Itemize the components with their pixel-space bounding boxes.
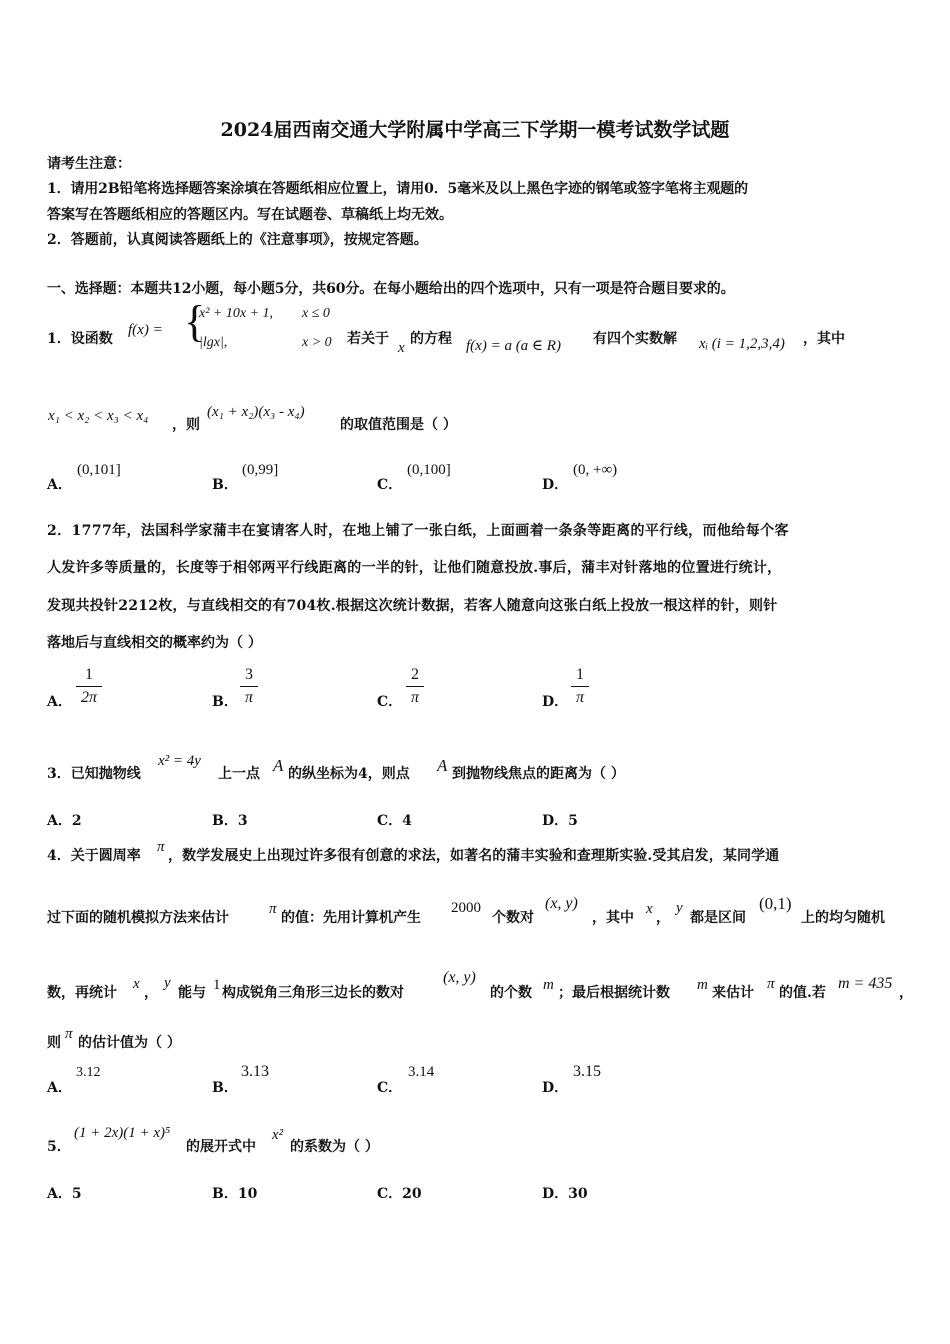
q4-var-y-1: y	[676, 900, 683, 916]
q4-text-10: 能与	[178, 985, 206, 1001]
q3-option-d[interactable]: D．5	[542, 813, 578, 829]
q4-text-2: ，数学发展史上出现过许多很有创意的求法，如著名的蒲丰实验和查理斯实验.受其启发，某同学通	[168, 848, 780, 864]
q2-option-c-denominator: π	[410, 689, 419, 706]
q4-comma-2: ，	[144, 985, 158, 1001]
q4-pair-2: (x, y)	[443, 969, 476, 986]
q3-equation: x² = 4y	[158, 753, 201, 769]
fraction-bar	[571, 686, 589, 687]
q2-option-c-label[interactable]: C．	[377, 694, 403, 710]
q2-option-a-denominator: 2π	[80, 689, 97, 706]
q5-option-c[interactable]: C．20	[377, 1186, 422, 1202]
page-title: 2024届西南交通大学附属中学高三下学期一模考试数学试题	[220, 119, 730, 141]
q5-text-1: 的展开式中	[186, 1139, 256, 1155]
q1-option-a-label[interactable]: A．	[47, 477, 72, 493]
q2-option-a-label[interactable]: A．	[47, 694, 72, 710]
q4-var-x-2: x	[133, 976, 140, 992]
q4-option-d-value[interactable]: 3.15	[573, 1063, 601, 1080]
q2-line-1: 2．1777年，法国科学家蒲丰在宴请客人时，在地上铺了一张白纸，上面画着一条条等距离的平行线，而他给每个客	[47, 523, 789, 539]
q3-point-a: A	[273, 756, 284, 775]
q5-expression: (1 + 2x)(1 + x)⁵	[74, 1125, 171, 1141]
q4-text-3: 过下面的随机模拟方法来估计	[47, 910, 229, 926]
q1-text-1: 若关于	[347, 331, 389, 347]
q4-count: 2000	[451, 900, 481, 916]
q4-text-16: ，	[899, 985, 913, 1001]
q5-option-a[interactable]: A．5	[47, 1186, 82, 1202]
q4-var-m-1: m	[543, 977, 554, 993]
q4-var-x-1: x	[646, 901, 653, 917]
q1-brace: {	[184, 297, 206, 346]
q4-text-7: 都是区间	[690, 910, 746, 926]
q4-interval: (0,1)	[759, 894, 792, 913]
q4-text-5: 个数对	[492, 910, 534, 926]
q1-text-5: ，则	[172, 417, 200, 433]
q2-option-d-denominator: π	[575, 689, 584, 706]
fraction-bar	[240, 686, 258, 687]
q5-option-d[interactable]: D．30	[542, 1186, 588, 1202]
q2-option-c-numerator: 2	[411, 666, 419, 683]
q4-option-b-label[interactable]: B．	[212, 1080, 238, 1096]
q4-text-1: 4．关于圆周率	[47, 848, 141, 864]
q4-option-c-value[interactable]: 3.14	[408, 1064, 435, 1080]
q4-option-b-value[interactable]: 3.13	[241, 1063, 269, 1080]
q2-option-c-fraction[interactable]	[406, 666, 424, 707]
q4-option-a-value[interactable]: 3.12	[76, 1065, 101, 1080]
q4-option-d-label[interactable]: D．	[542, 1080, 569, 1096]
q4-text-4: 的值：先用计算机产生	[281, 910, 421, 926]
q1-text-3: 有四个实数解	[593, 331, 677, 347]
q2-option-b-denominator: π	[244, 689, 253, 706]
q4-option-a-label[interactable]: A．	[47, 1080, 72, 1096]
q3-option-b[interactable]: B．3	[212, 813, 248, 829]
q1-var-x: x	[398, 340, 405, 356]
q1-solutions: xᵢ (i = 1,2,3,4)	[699, 336, 785, 352]
q4-pi-4: π	[65, 1026, 73, 1042]
q3-text-2: 上一点	[218, 766, 260, 782]
q3-option-a[interactable]: A．2	[47, 813, 82, 829]
q2-option-b-label[interactable]: B．	[212, 694, 238, 710]
q1-text-6: 的取值范围是（ ）	[340, 417, 457, 433]
q1-option-a-value[interactable]: (0,101]	[77, 462, 121, 478]
q4-option-c-label[interactable]: C．	[377, 1080, 403, 1096]
q2-line-2: 人发许多等质量的，长度等于相邻两平行线距离的一半的针，让他们随意投放.事后，蒲丰对针落地的位置进行统计，	[47, 560, 782, 576]
q5-x-squared: x²	[272, 1127, 284, 1143]
q4-pi-2: π	[269, 901, 277, 917]
fraction-bar	[76, 686, 102, 687]
q4-text-6: ，其中	[592, 910, 634, 926]
q1-option-c-value[interactable]: (0,100]	[407, 462, 451, 478]
q3-text-4: 到抛物线焦点的距离为（ ）	[452, 766, 625, 782]
q1-function: f(x) =	[128, 322, 163, 338]
notice-line-1: 1．请用2B铅笔将选择题答案涂填在答题纸相应位置上，请用0．5毫米及以上黑色字迹的钢笔或签字笔将主观题的	[47, 181, 748, 197]
q1-option-b-value[interactable]: (0,99]	[242, 462, 279, 478]
q4-text-15: 的值.若	[779, 985, 826, 1001]
q3-point-a-2: A	[437, 756, 448, 775]
q4-var-m-2: m	[697, 977, 708, 993]
q2-option-b-numerator: 3	[245, 666, 253, 683]
q4-text-18: 的估计值为（ ）	[78, 1035, 181, 1051]
q2-line-3: 发现共投针2212枚，与直线相交的有704枚.根据这次统计数据，若客人随意向这张白纸上投放一根这样的针，则针	[47, 598, 778, 614]
notice-line-3: 2．答题前，认真阅读答题纸上的《注意事项》，按规定答题。	[47, 232, 428, 248]
q1-cond-2: x > 0	[302, 335, 332, 350]
q1-case-1: x² + 10x + 1,	[199, 306, 274, 321]
q3-option-c[interactable]: C．4	[377, 813, 412, 829]
q1-cond-1: x ≤ 0	[302, 306, 330, 321]
q4-text-9: 数，再统计	[47, 985, 117, 1001]
q1-case-2: |lgx|,	[199, 335, 228, 350]
q1-equation: f(x) = a (a ∈ R)	[466, 338, 561, 354]
q2-option-b-fraction[interactable]	[240, 666, 258, 707]
q2-option-d-numerator: 1	[576, 666, 584, 683]
q2-option-a-numerator: 1	[85, 666, 93, 683]
q4-one: 1	[213, 977, 221, 993]
q2-option-a-fraction[interactable]	[76, 666, 102, 707]
q1-order: x₁ < x₂ < x₃ < x₄	[48, 408, 149, 424]
q4-text-14: 来估计	[712, 985, 754, 1001]
q4-text-13: ；最后根据统计数	[558, 985, 670, 1001]
q4-text-12: 的个数	[490, 985, 532, 1001]
q4-pair-1: (x, y)	[545, 895, 578, 912]
q5-option-b[interactable]: B．10	[212, 1186, 258, 1202]
q1-option-d-value[interactable]: (0, +∞)	[573, 462, 618, 478]
q4-text-11: 构成锐角三角形三边长的数对	[222, 985, 404, 1001]
q3-text-1: 3．已知抛物线	[47, 766, 141, 782]
q4-comma-1: ，	[656, 910, 670, 926]
q1-option-d-label[interactable]: D．	[542, 477, 569, 493]
q3-text-3: 的纵坐标为4，则点	[288, 766, 410, 782]
q1-expression: (x₁ + x₂)(x₃ - x₄)	[207, 404, 305, 420]
q1-option-c-label[interactable]: C．	[377, 477, 403, 493]
q4-m-value: m = 435	[838, 975, 893, 992]
q2-option-d-label[interactable]: D．	[542, 694, 569, 710]
q5-number: 5．	[47, 1139, 71, 1155]
q4-text-17: 则	[47, 1035, 61, 1051]
q4-pi-3: π	[767, 976, 775, 992]
q4-text-8: 上的均匀随机	[801, 910, 885, 926]
q1-option-b-label[interactable]: B．	[212, 477, 238, 493]
section-heading: 一、选择题：本题共12小题，每小题5分，共60分。在每小题给出的四个选项中，只有一项是符合题目要求的。	[47, 281, 735, 297]
q1-text-2: 的方程	[410, 331, 452, 347]
q1-text-4: ，其中	[803, 331, 845, 347]
notice-heading: 请考生注意：	[47, 156, 131, 172]
q4-pi-1: π	[157, 839, 165, 855]
q2-line-4: 落地后与直线相交的概率约为（ ）	[47, 635, 262, 651]
notice-line-2: 答案写在答题纸相应的答题区内。写在试题卷、草稿纸上均无效。	[47, 207, 453, 223]
q4-var-y-2: y	[164, 975, 171, 991]
q5-text-2: 的系数为（ ）	[290, 1139, 379, 1155]
q2-option-d-fraction[interactable]	[571, 666, 589, 707]
fraction-bar	[406, 686, 424, 687]
q1-number: 1．设函数	[47, 331, 113, 347]
